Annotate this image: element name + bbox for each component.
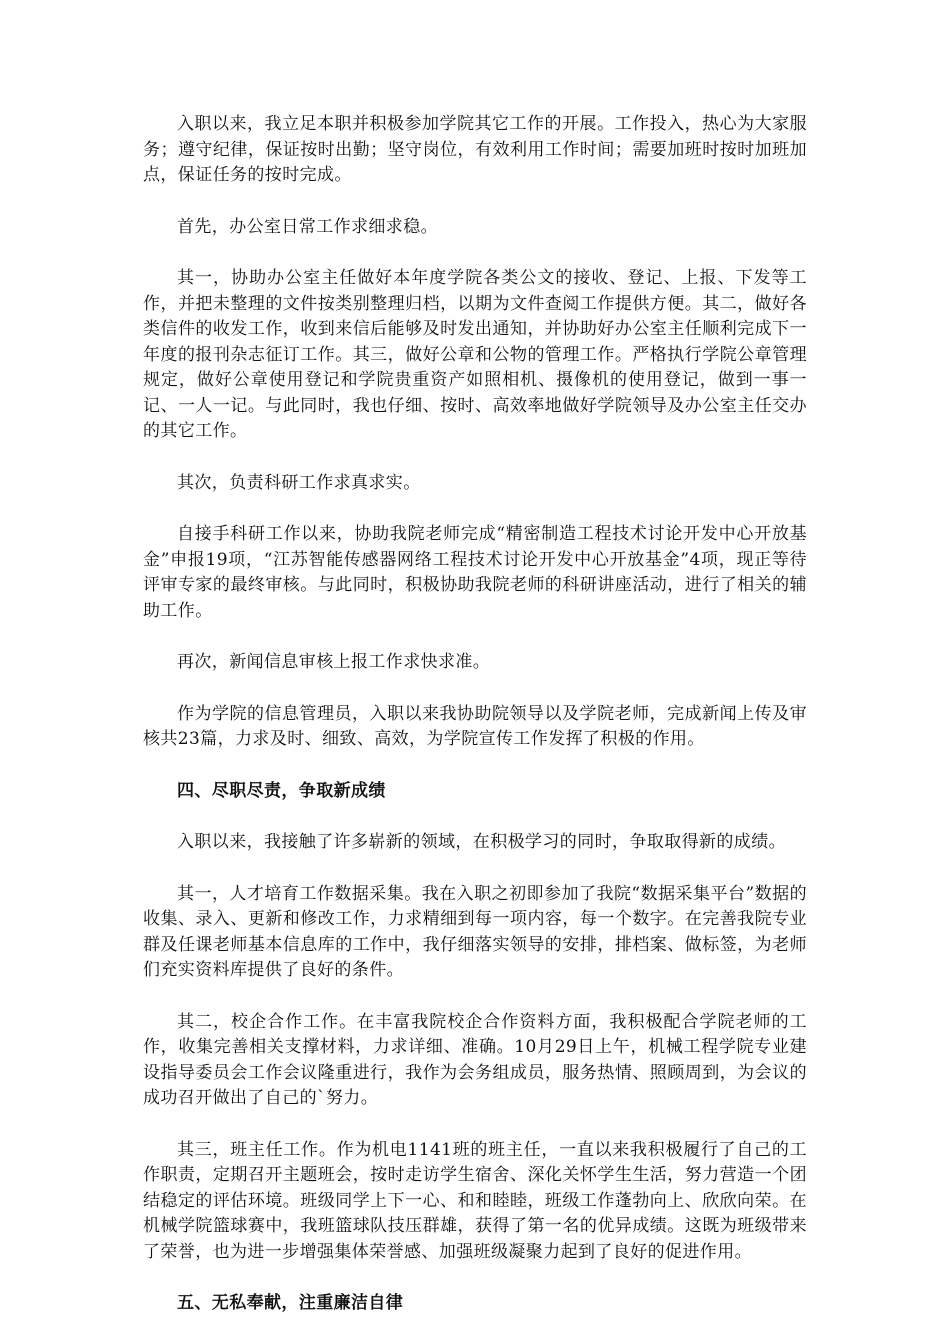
paragraph-data-collection: 其一，人才培育工作数据采集。我在入职之初即参加了我院“数据采集平台”数据的收集、录入、更新和修改工作，力求精细到每一项内容，每一个数字。在完善我院专业群及任课老师基本信息库的工作中，我仔细落实领导的安排，排档案、做标签，为老师们充实资料库提供了良好的条件。 bbox=[143, 883, 807, 980]
paragraph-third-point: 再次，新闻信息审核上报工作求快求准。 bbox=[177, 652, 491, 672]
document-body bbox=[143, 112, 807, 1343]
paragraph-second-point: 其次，负责科研工作求真求实。 bbox=[177, 472, 421, 493]
paragraph-office-work: 其一，协助办公室主任做好本年度学院各类公文的接收、登记、上报、下发等工作，并把未整理的文件按类别整理归档，以期为文件查阅工作提供方便。其二，做好各类信件的收发工作，收到来信后能够及时发出通知，并协助好办公室主任顺利完成下一年度的报刊杂志征订工作。其三，做好公章和公物的管理工作。严格执行学院公章管理规定，做好公章使用登记和学院贵重资产如照相机、摄像机的使用登记，做到一事一记、一人一记。与此同时，我也仔细、按时、高效率地做好学院领导及办公室主任交办的其它工作。 bbox=[143, 268, 807, 441]
paragraph-first-point: 首先，办公室日常工作求细求稳。 bbox=[177, 216, 438, 237]
paragraph-research-work: 自接手科研工作以来，协助我院老师完成“精密制造工程技术讨论开发中心开放基金”申报19项，“江苏智能传感器网络工程技术讨论开发中心开放基金”4项，现正等待评审专家的最终审核。与此同时，积极协助我院老师的科研讲座活动，进行了相关的辅助工作。 bbox=[143, 524, 807, 621]
paragraph-school-enterprise: 其二，校企合作工作。在丰富我院校企合作资料方面，我积极配合学院老师的工作，收集完善相关支撑材料，力求详细、准确。10月29日上午，机械工程学院专业建设指导委员会工作会议隆重进行，我作为会务组成员，服务热情、照顾周到，为会议的成功召开做出了自己的`努力。 bbox=[143, 1011, 807, 1108]
paragraph-new-fields: 入职以来，我接触了许多崭新的领域，在积极学习的同时，争取取得新的成绩。 bbox=[177, 832, 786, 852]
paragraph-intro: 入职以来，我立足本职并积极参加学院其它工作的开展。工作投入，热心为大家服务；遵守纪律，保证按时出勤；坚守岗位，有效利用工作时间；需要加班时按时加班加点，保证任务的按时完成。 bbox=[143, 114, 807, 185]
section-heading-four: 四、尽职尽责，争取新成绩 bbox=[177, 780, 386, 801]
section-heading-five: 五、无私奉献，注重廉洁自律 bbox=[177, 1293, 404, 1313]
paragraph-class-advisor: 其三，班主任工作。作为机电1141班的班主任，一直以来我积极履行了自己的工作职责，定期召开主题班会，按时走访学生宿舍、深化关怀学生生活，努力营造一个团结稳定的评估环境。班级同学上下一心、和和睦睦，班级工作蓬勃向上、欣欣向荣。在机械学院篮球赛中，我班篮球队技压群雄，获得了第一名的优异成绩。这既为班级带来了荣誉，也为进一步增强集体荣誉感、加强班级凝聚力起到了良好的促进作用。 bbox=[143, 1139, 807, 1262]
paragraph-news-work: 作为学院的信息管理员，入职以来我协助院领导以及学院老师，完成新闻上传及审核共23篇，力求及时、细致、高效，为学院宣传工作发挥了积极的作用。 bbox=[143, 703, 807, 749]
